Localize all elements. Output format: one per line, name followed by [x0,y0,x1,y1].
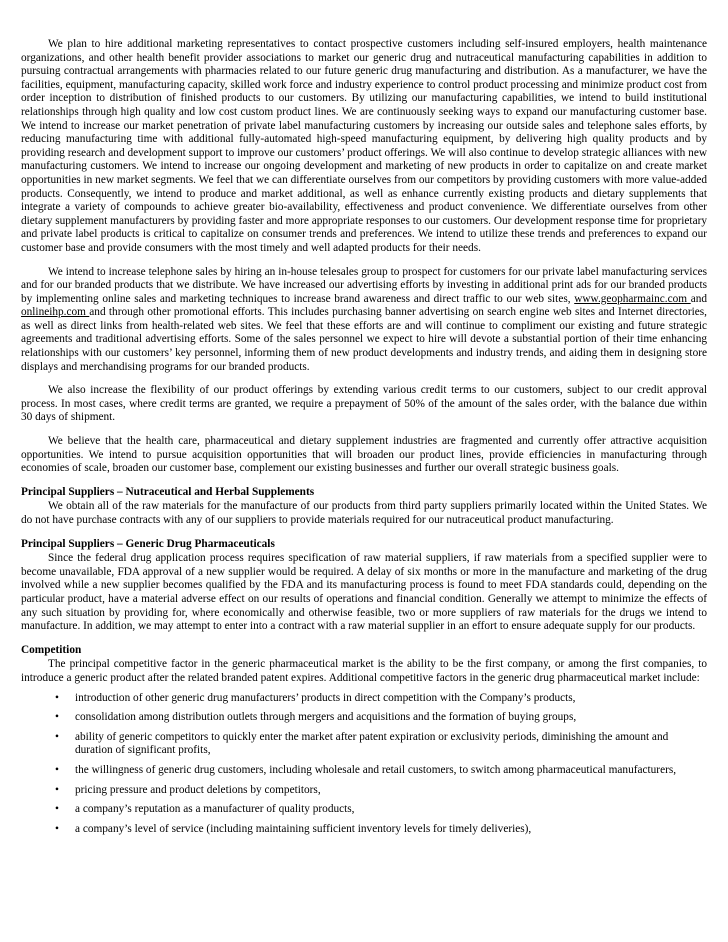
list-item-text: introduction of other generic drug manufacturers’ products in direct competition with the Company’s products, [75,691,576,704]
heading-generic-drug-suppliers: Principal Suppliers – Generic Drug Pharmaceuticals [21,537,275,550]
paragraph-generic-drug-suppliers: Since the federal drug application process requires specification of raw material suppliers, if raw materials from a specified supplier were to become unavailable, FDA approval of a new supplier would be required. A delay of six months or more in the manufacture and marketing of the drug involved while a new supplier becomes qualified by the FDA and its manufacturing process is found to meet FDA standards could, depending on the particular product, have a material adverse effect on our results of operations and financial condition. Generally we attempt to minimize the effects of any such situation by providing for, where economically and otherwise feasible, two or more suppliers of raw materials for the drugs we intend to manufacture. In addition, we may attempt to enter into a contract with a raw material supplier in an effort to ensure adequate supply for our products. [21,552,707,633]
list-item [21,692,707,706]
paragraph-credit-terms: We also increase the flexibility of our product offerings by extending various credit terms to our customers, subject to our credit approval process. In most cases, where credit terms are granted, we require a prepayment of 50% of the amount of the sales order, with the balance due within 30 days of shipment. [21,384,707,424]
list-item [21,784,707,798]
list-item-text: pricing pressure and product deletions by competitors, [75,783,321,796]
heading-nutraceutical-suppliers: Principal Suppliers – Nutraceutical and Herbal Supplements [21,485,315,498]
telesales-text-before: We intend to increase telephone sales by hiring an in-house telesales group to prospect for customers for our private label manufacturing services and for our branded products that we distribute. We have increased our advertising efforts by investing in additional print ads for our branded products by implementing online sales and marketing techniques to increase brand awareness and direct traffic to our web sites, [21,265,707,305]
bullet-icon: • [55,763,59,776]
list-item-text: a company’s reputation as a manufacturer of quality products, [75,803,355,816]
list-item-text: a company’s level of service (including maintaining sufficient inventory levels for timely deliveries), [75,822,532,835]
paragraph-nutraceutical-suppliers: We obtain all of the raw materials for the manufacture of our products from third party suppliers primarily located within the United States. We do not have purchase contracts with any of our suppliers to provide materials required for our nutraceutical product manufacturing. [21,500,707,526]
competitive-factors-list [21,692,707,837]
bullet-icon: • [55,783,59,796]
onlineihp-website-link[interactable]: onlineihp.com [21,306,90,319]
bullet-icon: • [55,803,59,816]
list-item [21,711,707,725]
telesales-text-after: and through other promotional efforts. This includes purchasing banner advertising on search engine web sites and Internet directories, as well as direct links from health-related web sites. We feel that these efforts are and will continue to compliment our existing and future strategic agreements and traditional advertising efforts. Some of the sales personnel we expect to hire will devote a substantial portion of their time enhancing relationships with our customers’ key personnel, informing them of new product developments and industry trends, and aiding them in designing store displays and merchandising programs for our branded products. [21,306,707,373]
paragraph-telephone-sales [21,266,707,375]
bullet-icon: • [55,822,59,835]
telesales-text-and: and [690,292,708,305]
list-item-text: consolidation among distribution outlets through mergers and acquisitions and the formation of buying groups, [75,711,577,724]
list-item [21,803,707,817]
list-item [21,764,707,778]
list-item [21,731,707,758]
list-item-text: the willingness of generic drug customers, including wholesale and retail customers, to switch among pharmaceutical manufacturers, [75,763,677,776]
bullet-icon: • [55,691,59,704]
bullet-icon: • [55,711,59,724]
list-item-text: ability of generic competitors to quickly enter the market after patent expiration or exclusivity periods, diminishing the amount and duration of significant profits, [75,730,669,757]
paragraph-competition: The principal competitive factor in the generic pharmaceutical market is the ability to be the first company, or among the first companies, to introduce a generic product after the related branded patent expires. Additional competitive factors in the generic drug pharmaceutical market include: [21,658,707,684]
paragraph-acquisitions: We believe that the health care, pharmaceutical and dietary supplement industries are fragmented and currently offer attractive acquisition opportunities. We intend to pursue acquisition opportunities that will broaden our product lines, provide efficiencies in manufacturing through economies of scale, broaden our customer base, complement our existing businesses and further our overall strategic business goals. [21,435,707,475]
geopharma-website-link[interactable]: www.geopharmainc.com [574,292,691,305]
bullet-icon: • [55,730,59,743]
paragraph-marketing-representatives: We plan to hire additional marketing representatives to contact prospective customers including self-insured employers, health maintenance organizations, and other health benefit provider associations to market our generic drug and nutraceutical manufacturing capabilities in addition to pursuing contractual arrangements with pharmacies related to our future generic drug manufacturing and distribution. As a manufacturer, we have the facilities, equipment, manufacturing capacity, skilled work force and industry experience to control product processing and minimize product cost from order inception to distribution of finished products to our customers. By utilizing our manufacturing capabilities, we intend to build institutional relationships through high quality and low cost custom product lines. We are continuously seeking ways to expand our manufacturing customer base. We intend to increase our market penetration of private label manufacturing customers by increasing our outside sales and telephone sales efforts, by reducing manufacturing time with additional fully-automated high-speed manufacturing equipment, by delivering high quality products and by providing research and development support to improve our customers’ product offerings. We will also continue to develop strategic alliances with new manufacturing customers. We intend to increase our ongoing development and marketing of new products in order to capitalize on and create market opportunities in new market segments. We feel that we can differentiate ourselves from our competitors by providing customers with more value-added products. Consequently, we intend to produce and market additional, as well as enhance currently existing products and dietary supplements that integrate a variety of compounds to achieve greater bio-availability, effectiveness and product convenience. We differentiate ourselves from other dietary supplement manufacturers by providing faster and more appropriate responses to our customers. Our development response time for proprietary and private label products is critical to capitalize on consumer trends and preferences. We intend to utilize these trends and preferences to expand our customer base and provide consumers with the most timely and well adapted products for their needs. [21,38,707,254]
heading-competition: Competition [21,643,82,656]
list-item [21,823,707,837]
